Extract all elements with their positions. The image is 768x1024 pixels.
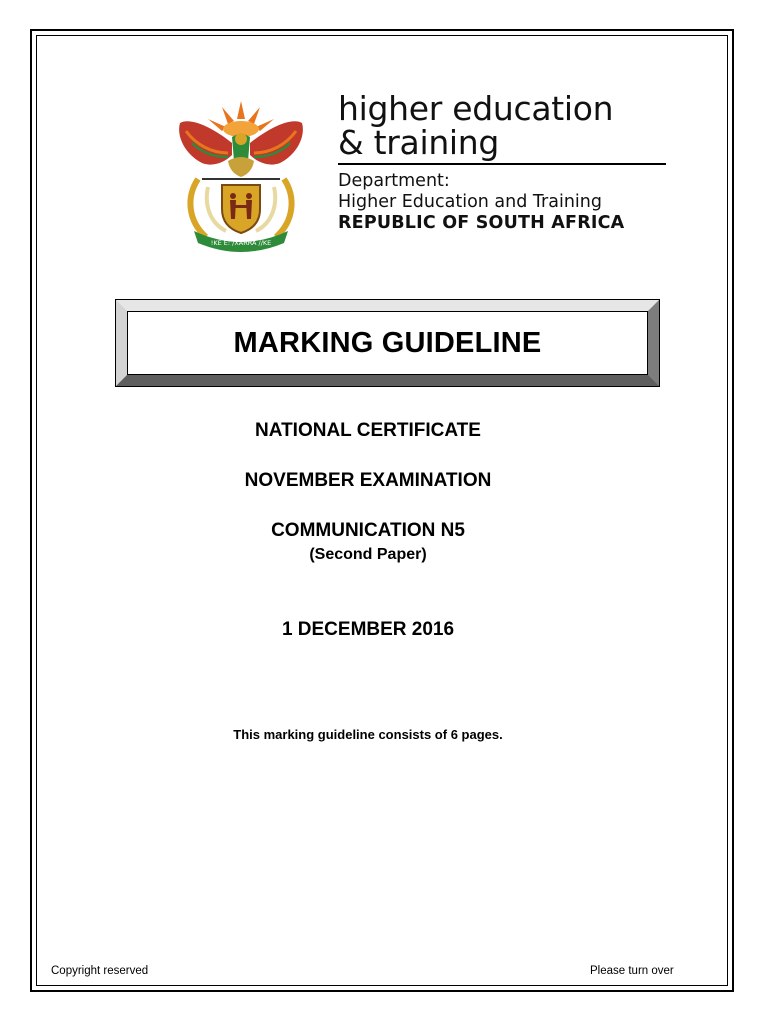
turn-over-footer: Please turn over [590, 965, 674, 977]
department-name: Higher Education and Training [338, 192, 602, 212]
page-count-note: This marking guideline consists of 6 pages. [233, 727, 503, 742]
exam-date: 1 DECEMBER 2016 [281, 619, 455, 640]
title-box [116, 300, 659, 386]
brand-line-2: & training [338, 123, 500, 162]
exam-heading: NOVEMBER EXAMINATION [244, 470, 492, 491]
rising-sun [208, 101, 274, 137]
logo-motto: !KE E: /XARRA //KE [210, 239, 272, 247]
brand-block [338, 89, 668, 234]
copyright-footer: Copyright reserved [51, 965, 149, 977]
paper-note: (Second Paper) [309, 546, 427, 563]
document-title: MARKING GUIDELINE [233, 326, 542, 359]
brand-divider [338, 163, 666, 165]
department-label: Department: [338, 171, 450, 191]
title-box-inner [127, 311, 648, 375]
certificate-heading: NATIONAL CERTIFICATE [255, 420, 481, 441]
brand-line-1: higher education [338, 89, 614, 128]
subject-heading: COMMUNICATION N5 [271, 520, 465, 541]
coat-of-arms-icon [172, 97, 310, 253]
country-name: REPUBLIC OF SOUTH AFRICA [338, 213, 625, 233]
